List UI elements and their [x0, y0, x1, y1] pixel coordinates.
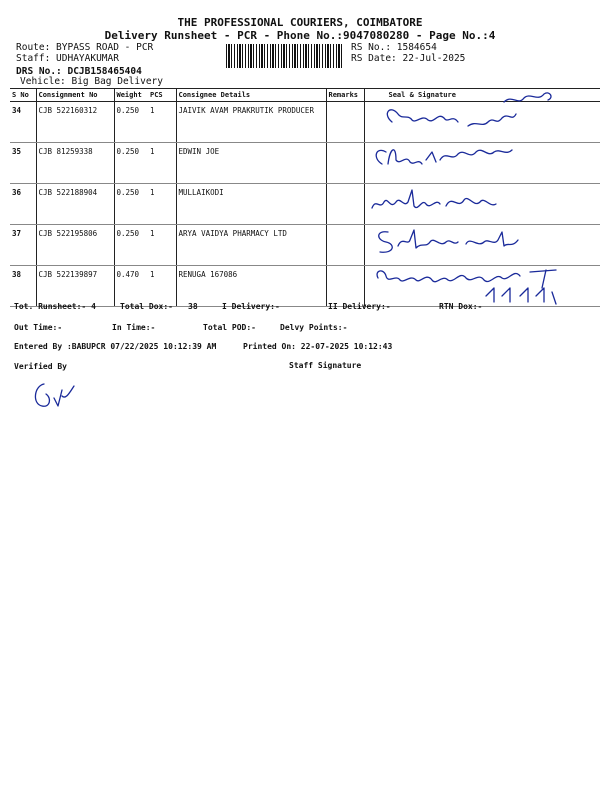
verified-by-label: Verified By	[14, 362, 67, 371]
drs-number: DRS No.: DCJB158465404	[16, 66, 142, 77]
company-title: THE PROFESSIONAL COURIERS, COIMBATORE	[177, 16, 423, 29]
row-remarks	[326, 143, 364, 184]
handwritten-signature-36	[366, 184, 516, 218]
staff-signature-label: Staff Signature	[289, 361, 362, 370]
col-pcs: PCS	[148, 89, 176, 102]
total-dox-value: 38	[188, 302, 198, 311]
row-consignment: CJB 522139897	[36, 266, 114, 307]
staff-label: Staff: UDHAYAKUMAR	[16, 53, 119, 64]
row-consignment: CJB 522195806	[36, 225, 114, 266]
row-weight: 0.470	[114, 266, 148, 307]
route-label: Route: BYPASS ROAD - PCR	[16, 42, 154, 53]
col-consignment: Consignment No	[36, 89, 114, 102]
handwritten-signature-34	[372, 84, 562, 140]
vehicle-label: Vehicle: Big Bag Delivery	[20, 76, 163, 87]
total-dox-label: Total Dox:-	[120, 302, 173, 311]
tot-runsheet: Tot. Runsheet:- 4	[14, 302, 96, 311]
row-sno: 36	[10, 184, 36, 225]
rs-number: RS No.: 1584654	[351, 42, 437, 53]
row-weight: 0.250	[114, 225, 148, 266]
row-pcs: 1	[148, 225, 176, 266]
row-consignment: CJB 522188904	[36, 184, 114, 225]
handwritten-signature-38	[370, 258, 570, 308]
col-signature: Seal & Signature	[364, 89, 600, 102]
col-consignee: Consignee Details	[176, 89, 326, 102]
verifier-initials-signature	[30, 378, 80, 412]
row-consignment: CJB 81259338	[36, 143, 114, 184]
i-delivery: I Delivery:-	[222, 302, 280, 311]
rs-date: RS Date: 22-Jul-2025	[351, 53, 466, 64]
handwritten-signature-35	[366, 136, 546, 172]
ii-delivery: II Delivery:-	[328, 302, 391, 311]
row-remarks	[326, 266, 364, 307]
entered-by: Entered By :BABUPCR 07/22/2025 10:12:39 AM	[14, 342, 217, 351]
row-consignee: ARYA VAIDYA PHARMACY LTD	[176, 225, 326, 266]
col-sno: S No	[10, 89, 36, 102]
runsheet-subtitle: Delivery Runsheet - PCR - Phone No.:9047080280 - Page No.:4	[104, 29, 496, 42]
row-sno: 34	[10, 102, 36, 143]
barcode-image	[226, 44, 344, 68]
row-pcs: 1	[148, 102, 176, 143]
row-sno: 37	[10, 225, 36, 266]
delvy-points: Delvy Points:-	[280, 323, 348, 332]
rtn-dox: RTN Dox:-	[439, 302, 483, 311]
row-pcs: 1	[148, 143, 176, 184]
row-weight: 0.250	[114, 184, 148, 225]
row-weight: 0.250	[114, 143, 148, 184]
row-pcs: 1	[148, 266, 176, 307]
col-remarks: Remarks	[326, 89, 364, 102]
col-weight: Weight	[114, 89, 148, 102]
row-remarks	[326, 225, 364, 266]
row-remarks	[326, 184, 364, 225]
row-consignee: RENUGA 167086	[176, 266, 326, 307]
out-time: Out Time:-	[14, 323, 63, 332]
row-sno: 38	[10, 266, 36, 307]
row-consignment: CJB 522160312	[36, 102, 114, 143]
handwritten-signature-37	[370, 222, 530, 258]
row-consignee: JAIVIK AVAM PRAKRUTIK PRODUCER	[176, 102, 326, 143]
row-remarks	[326, 102, 364, 143]
total-pod: Total POD:-	[203, 323, 256, 332]
row-sno: 35	[10, 143, 36, 184]
row-consignee: MULLAIKODI	[176, 184, 326, 225]
printed-on: Printed On: 22-07-2025 10:12:43	[243, 342, 393, 351]
row-pcs: 1	[148, 184, 176, 225]
row-weight: 0.250	[114, 102, 148, 143]
in-time: In Time:-	[112, 323, 156, 332]
row-consignee: EDWIN JOE	[176, 143, 326, 184]
